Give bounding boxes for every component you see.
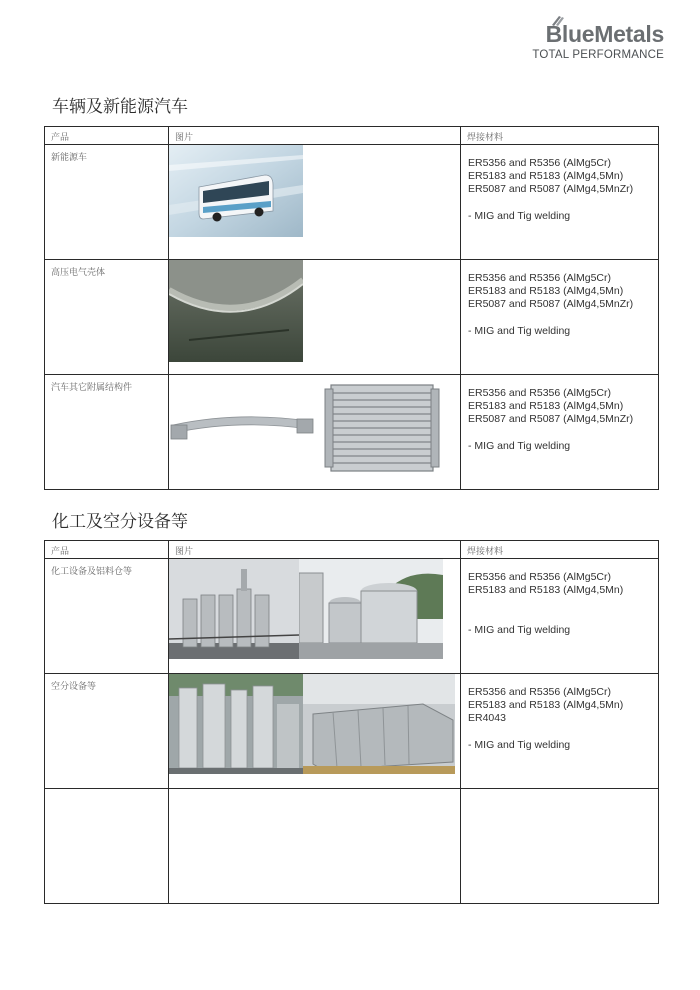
process-note: - MIG and Tig welding xyxy=(468,440,571,452)
table-row xyxy=(45,789,659,904)
process-note: - MIG and Tig welding xyxy=(468,624,571,636)
header-product: 产品 xyxy=(45,541,169,559)
image-cell xyxy=(169,145,461,260)
material-line: ER5183 and R5183 (AlMg4,5Mn) xyxy=(468,400,624,412)
image-cell xyxy=(169,260,461,375)
image-cell xyxy=(169,559,461,674)
material-line: ER5356 and R5356 (AlMg5Cr) xyxy=(468,686,611,698)
company-logo xyxy=(512,22,664,62)
material-line: ER4043 xyxy=(468,712,506,724)
material-line: ER5183 and R5183 (AlMg4,5Mn) xyxy=(468,285,624,297)
radiator-photo xyxy=(323,379,441,477)
material-line: ER5087 and R5087 (AlMg4,5MnZr) xyxy=(468,413,634,425)
image-cell xyxy=(169,674,461,789)
table-header-row xyxy=(45,127,659,145)
table-row xyxy=(45,260,659,375)
table-row xyxy=(45,145,659,260)
product-cell xyxy=(45,789,169,904)
chemical-table xyxy=(44,540,659,904)
product-cell: 空分设备等 xyxy=(45,674,169,789)
bus-photo xyxy=(169,145,303,237)
header-product: 产品 xyxy=(45,127,169,145)
logo-brand-text: BlueMetals xyxy=(545,21,664,47)
silo-photo xyxy=(299,559,443,659)
electrical-housing-photo xyxy=(169,260,303,362)
table-header-row xyxy=(45,541,659,559)
logo-tagline: TOTAL PERFORMANCE xyxy=(532,49,664,61)
bumper-beam-photo xyxy=(169,403,315,451)
product-cell: 新能源车 xyxy=(45,145,169,260)
image-cell xyxy=(169,375,461,490)
material-cell xyxy=(461,789,659,904)
logo-brand xyxy=(512,22,664,46)
product-cell: 汽车其它附属结构件 xyxy=(45,375,169,490)
process-note: - MIG and Tig welding xyxy=(468,325,571,337)
material-cell xyxy=(461,375,659,490)
material-line: ER5183 and R5183 (AlMg4,5Mn) xyxy=(468,170,624,182)
material-cell xyxy=(461,260,659,375)
material-line: ER5356 and R5356 (AlMg5Cr) xyxy=(468,571,611,583)
material-line: ER5087 and R5087 (AlMg4,5MnZr) xyxy=(468,298,634,310)
process-note: - MIG and Tig welding xyxy=(468,210,571,222)
process-note: - MIG and Tig welding xyxy=(468,739,571,751)
logo-mark-icon xyxy=(550,14,564,26)
table-row xyxy=(45,674,659,789)
material-line: ER5183 and R5183 (AlMg4,5Mn) xyxy=(468,699,624,711)
vehicles-table xyxy=(44,126,659,490)
material-cell xyxy=(461,674,659,789)
header-material: 焊接材料 xyxy=(461,127,659,145)
air-separation-photo xyxy=(169,674,303,774)
table-row xyxy=(45,559,659,674)
material-line: ER5356 and R5356 (AlMg5Cr) xyxy=(468,272,611,284)
material-line: ER5087 and R5087 (AlMg4,5MnZr) xyxy=(468,183,634,195)
section-title-vehicles: 车辆及新能源汽车 xyxy=(52,97,188,117)
material-cell xyxy=(461,145,659,260)
product-cell: 高压电气壳体 xyxy=(45,260,169,375)
chemical-equipment-photo xyxy=(169,559,299,659)
section-title-chemical: 化工及空分设备等 xyxy=(52,512,188,532)
table-row xyxy=(45,375,659,490)
material-cell xyxy=(461,559,659,674)
header-material: 焊接材料 xyxy=(461,541,659,559)
header-image: 图片 xyxy=(169,541,461,559)
product-cell: 化工设备及铝料仓等 xyxy=(45,559,169,674)
material-line: ER5356 and R5356 (AlMg5Cr) xyxy=(468,387,611,399)
header-image: 图片 xyxy=(169,127,461,145)
material-line: ER5183 and R5183 (AlMg4,5Mn) xyxy=(468,584,624,596)
cold-box-photo xyxy=(303,674,455,774)
material-line: ER5356 and R5356 (AlMg5Cr) xyxy=(468,157,611,169)
image-cell xyxy=(169,789,461,904)
